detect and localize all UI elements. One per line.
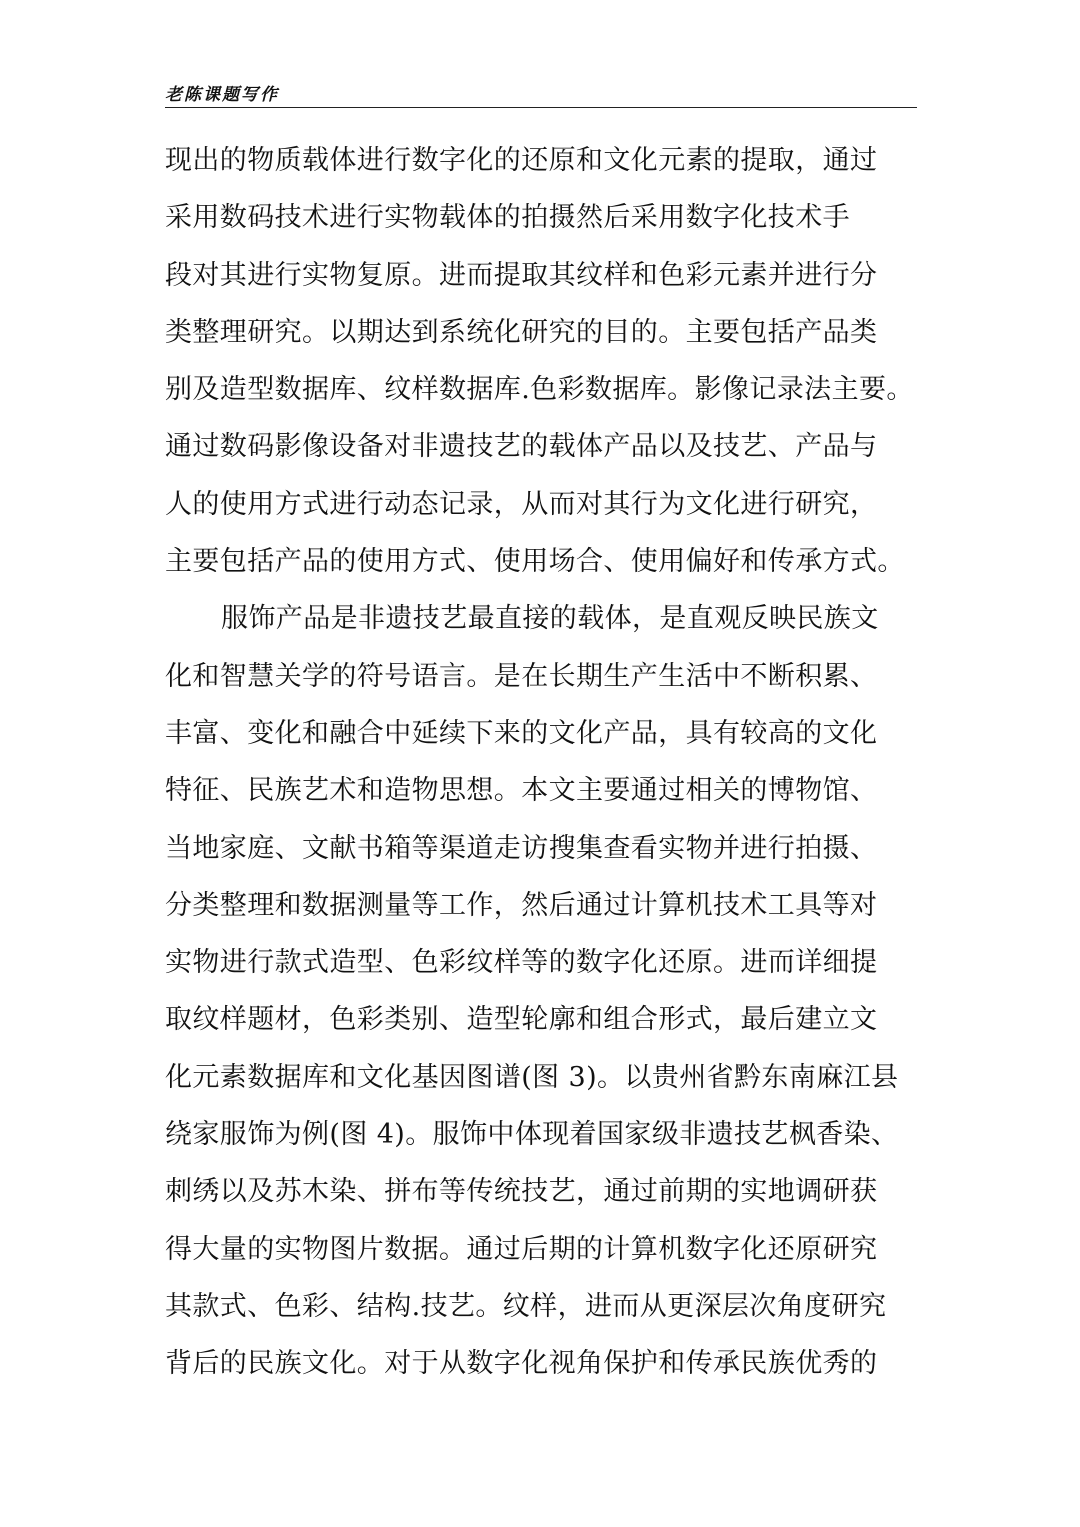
text-line: 服饰产品是非遗技艺最直接的载体，是直观反映民族文 bbox=[221, 603, 879, 635]
paragraph bbox=[165, 132, 917, 590]
text-line: 取纹样题材，色彩类别、造型轮廓和组合形式，最后建立文 bbox=[165, 1004, 878, 1036]
text-line: 别及造型数据库、纹样数据库.色彩数据库。影像记录法主要。 bbox=[165, 374, 914, 406]
text-line: 采用数码技术进行实物载体的拍摄然后采用数字化技术手 bbox=[165, 202, 850, 234]
header-divider bbox=[165, 107, 917, 108]
text-line: 主要包括产品的使用方式、使用场合、使用偏好和传承方式。 bbox=[165, 546, 905, 578]
text-line: 绕家服饰为例(图 4)。服饰中体现着国家级非遗技艺枫香染、 bbox=[165, 1119, 899, 1151]
text-line: 特征、民族艺术和造物思想。本文主要通过相关的博物馆、 bbox=[165, 775, 878, 807]
text-line: 当地家庭、文献书箱等渠道走访搜集查看实物并进行拍摄、 bbox=[165, 832, 878, 864]
text-line: 背后的民族文化。对于从数字化视角保护和传承民族优秀的 bbox=[165, 1348, 878, 1380]
text-line: 化元素数据库和文化基因图谱(图 3)。以贵州省黔东南麻江县 bbox=[165, 1061, 899, 1093]
body-text bbox=[165, 132, 917, 1393]
text-line: 人的使用方式进行动态记录，从而对其行为文化进行研究， bbox=[165, 488, 878, 520]
text-line: 化和智慧关学的符号语言。是在长期生产生活中不断积累、 bbox=[165, 660, 878, 692]
text-line: 得大量的实物图片数据。通过后期的计算机数字化还原研究 bbox=[165, 1233, 878, 1265]
text-line: 其款式、色彩、结构.技艺。纹样，进而从更深层次角度研究 bbox=[165, 1290, 887, 1322]
text-line: 类整理研究。以期达到系统化研究的目的。主要包括产品类 bbox=[165, 316, 878, 348]
header-title: 老陈课题写作 bbox=[165, 85, 279, 105]
text-line: 现出的物质载体进行数字化的还原和文化元素的提取，通过 bbox=[165, 145, 878, 176]
text-line: 分类整理和数据测量等工作，然后通过计算机技术工具等对 bbox=[165, 889, 878, 921]
page-header bbox=[165, 78, 917, 110]
text-line: 通过数码影像设备对非遗技艺的载体产品以及技艺、产品与 bbox=[165, 431, 878, 463]
text-line: 丰富、变化和融合中延续下来的文化产品，具有较高的文化 bbox=[165, 717, 878, 749]
text-line: 段对其进行实物复原。进而提取其纹样和色彩元素并进行分 bbox=[165, 259, 878, 291]
text-line: 实物进行款式造型、色彩纹样等的数字化还原。进而详细提 bbox=[165, 947, 878, 979]
paragraph bbox=[165, 590, 917, 1392]
text-line: 刺绣以及苏木染、拼布等传统技艺，通过前期的实地调研获 bbox=[165, 1176, 878, 1208]
